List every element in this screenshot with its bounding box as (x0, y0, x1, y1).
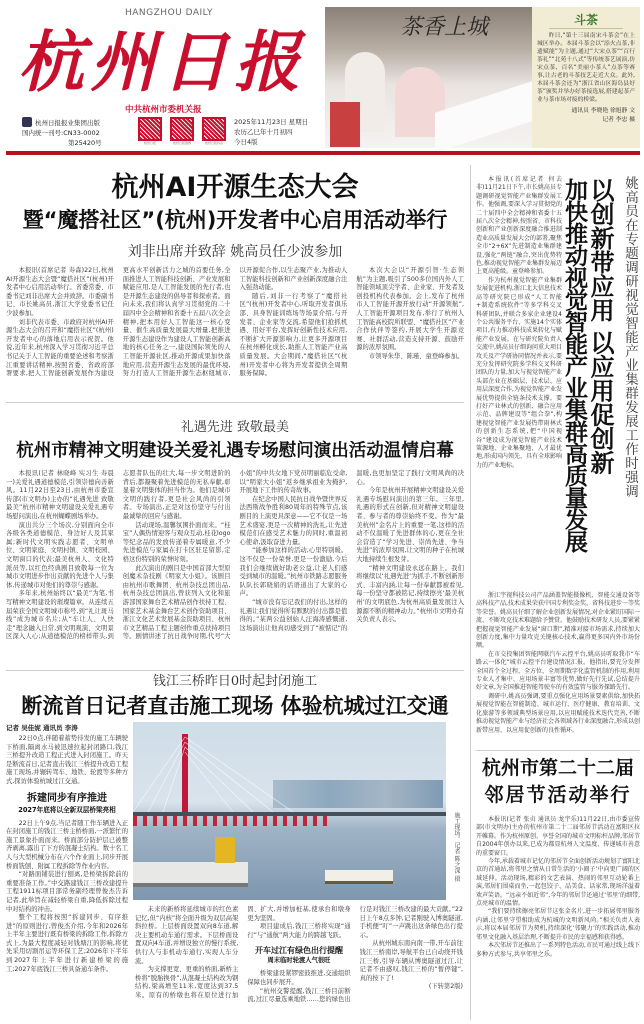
tea-sign: 茶香上城 (400, 15, 489, 40)
paragraph: 从杭州城东南向南一带,开车前往钱江三桥南岸,导航平台已自动绕开钱江三桥,引导车辆从博奥隧道过江,让记者不由感叹,钱江三桥的“暂停键”,真的按下了! (359, 940, 463, 982)
subhead: 开车过江有绿色出行提醒 (254, 946, 343, 956)
paragraph: “能参加这样的活动,心里特别暖。这不仅是一份荣誉,更是一份激励,今后我们会继续做好助老公益,让老人们感受到城市的温暖。”杭州市铁路志愿服务队队长郭晓娟的话语道出了大家的心声。 (239, 547, 348, 598)
paragraph: 22日上午9点,当记者随工作车辆进入正在封闭施工的钱江三桥主桥桥面,一派繁忙的施工景象扑面而来。桥面部分防护层已被整齐剥离,露出了下方的混凝土结构。数十名工人与大型机械分布在六个作业面上,同步开展桥面铣刨、附属工程拆除等作业内容。 (6, 819, 128, 870)
paragraph: 整个工程将按照“拆建同步、有序推进”的原则进行,曾俊杰介绍,今年和2026年上半年主要进行既有桥梁的拆除工作,拆除方式上,为最大程度减轻对钱塘江的影响,将优先采用切割吊运等环保工艺;2026年下半年到2027年上半年进行新建桥梁的施工;2027年底钱江三桥具备通车条件。 (6, 914, 128, 973)
tea-caption: 昨日,“第十三届南宋斗茶会”在上城区举办。本届斗茶会以“添火点茶,非遗赋能”为主题,通过“大宋点茶”“百行茶礼”“北苑十八式”等传统茶艺展演,仿宋点茶、百名“美丽小茶人”点茶等赛事,让古老的斗茶技艺走近大众。此外,本届斗茶会还为“浙江省山区海岛县好茶”颁奖并举办好茶接选展,搭建起茶产业与茶市场对接的桥梁。 (537, 33, 635, 103)
paragraph: “我们要持续擦亮邻居节这张金名片,进一步拓展邻里服务内涵,让邻里守望相助成为杭城的文明新风尚。”相关负责人表示,将以本届邻居节为契机,持续深化‘邻聚力’的实践活动,推动邻里文化融入基层治理,不断提升市民的幸福感和获得感。 (476, 908, 640, 941)
qr-label: 杭州日报 (143, 141, 156, 145)
paragraph: 此次演出的剧目是中国首部大型原创魔术杂技剧《明家大小姐》。该剧目由杭州市歌舞团、杭州杂技总团出品,杭州杂技总团演出,曾获列入文化和旅游部国家舞台艺术精品创作扶持工程、国家艺术基金舞台艺术创作资助项目、浙江文化艺术发展基金资助项目、杭州市文艺精品工程主题创作重点扶持项目等。剧情讲述了抗日战争时期,代号“大小姐”的中共女地下党员明丽临危受命,以“明家大小姐”返乡继承祖业为掩护,开展地下工作的传奇故事。 (122, 470, 348, 641)
paragraph: 本报讯(记者 张贞 通讯员 龙宇乐)11月22日,由市委宣传部(市文明办)主办的杭州市第二十二届邻居节活动在富阳区拉开帷幕。作为杭州原创、享誉全国的城市文明标杆品牌,邻居节自2004年创办以来,已成为都显杭州人文温度、传递城市善意的重要窗口。 (476, 816, 640, 857)
masthead (0, 0, 644, 156)
paragraph: 在市交投集团智能网联汽车云控平台,姚高员听取我市“车路云一体化”城市云控平台建设情况汇报。他指出,要充分发挥全国首个全过程、全方位、全周期数字化监管机制的作用,利用专业人才集中、应用场景丰富等优势,做好先行先试,总结提升好文章,为全国推进智能驾驶车的有效监管与服务探路先行。 (476, 650, 640, 692)
paragraph: 演出共分三个场次,分别面向全市各级各类道德模范、身边好人及其家属;新时代文明实践志愿者、文明单位、文明家庭、文明村镇、文明校园、文明窗口的代表;最美杭州人、文化特派员等,以红色经典剧目致敬每一位为城市文明进步作出贡献的先进个人与集体,传递城市对他们的尊崇与感谢。 (6, 521, 114, 589)
qr-label: 杭州日报抖音 (204, 141, 223, 145)
divider (6, 402, 464, 403)
paragraph: 22日0点,伴随着蓄势待发的施工车辆驶下桥面,隔离水马被迅速拉起封闭路口,钱江三桥提升改造工程正式进入封闭施工。昨天是断流首日,记者直击钱江三桥提升改造工程施工现场,并辗转驾车、地铁、轮渡等多种方式,探访体验杭城过江交通。 (6, 735, 128, 785)
article3-title: 断流首日记者直击施工现场 体验杭城过江交通 (21, 694, 449, 718)
photo-caption: 施工现场。记者 陈之深 摄 (453, 812, 460, 882)
bridge-cables (133, 732, 313, 817)
article3-bottom (135, 906, 463, 1018)
issue-number: 第25420号 (68, 139, 102, 147)
tea-credit: 通讯员 李晓艳 徐旭静 文 (571, 108, 635, 114)
paragraph: 活动现场,温馨氛围扑面而来。“桂宝”人偶热情迎客与观众互动,桂花logo等纪念品的发放传递着专属暖意,不少先进模范与家属在打卡区驻足留影,定格这份特别的荣誉时刻。 (122, 521, 231, 563)
qr-label: 杭州日报微博 (172, 141, 191, 145)
paragraph: 本次邻居节还推出了一系列特色活动,市民可通过线上线下多种方式参与,共享邻里之乐。 (476, 942, 640, 958)
paragraph: 作为杭州视觉智能产业集群发展促进机构,浙江北大信息技术高等研究院已形成“人工智能+制造系统软件”等多学科交叉科研团队,并联合多家企业建设4个公共服务平台、实施14个实体项目,有力推动科技成果转化与赋能产业发展。在与研究院负责人交流中,姚高员仔细询问重大项目攻关及产学研协同情况并表示,要充分发挥研究院多学科交叉科研团队的力量,加大与视觉智能产业头部企业在基础层、技术层、应用层深度合作,为视觉智能产业发展优势提供全链条技术支撑。要打好产业林式的创新、融合应用示范、品牌建设等“组合拳”,构建视觉智能产业发展热带雨林式的创新生态系统,把“中国视谷”建设成为视觉智能产业技术策源地、企业集聚地、人才最优地,形成国内领先、具有全球影响力的产业地标。 (476, 276, 562, 469)
paragraph: 本报讯(首席记者 何去非)11月21日下午,市长姚高员专题调研视觉智能产业集群发展工作。他强调,要深入学习贯彻党的二十届四中全会精神和省委十五届八次全会精神,按照省、市科技创新和产业创新深度融合推进制造业高质量发展大会的部署,聚焦全市“2+6X”先进制造业集群建设,强化“两链”融合,突出优势特色,推动视觉智能产业集群发展迈上更高能级。童登峰参加。 (476, 176, 562, 276)
paragraph: 多年来,杭州始终以“最美”为笔,书写精神文明建设的璀璨篇章。从连续五届荣获全国文明城市称号,到“礼让斑马线”成为城市名片;从“车让人、人快走”理念融入日常,到文明观演、文明景区深入人心;从道德模范的榜样带头,到志愿者队伍的壮大,每一步文明进阶的背后,都凝聚着先进模范的无私奉献,彰显着文明集体的担当作为。他们是城市文明的践行者,更是社会风尚的引领者。专场演出,正是对这份坚守与付出最诚挚的回应与感谢。 (6, 470, 231, 641)
paragraph: 为支撑更宽、更重的桥面,新桥主桥将“脱胎换骨”,从混凝土结构改为钢结构,梁高增至11米,宽度达到37.5米。原有的桥墩也将在原位进行加固、扩大,并增加桩基,使承台和墩身更为坚固。 (135, 906, 351, 999)
paragraph: 市领导朱华、陈瑾、童登峰参加。 (368, 352, 464, 360)
publisher: 杭州日报报业集团出版 (35, 119, 100, 127)
article2-title: 杭州市精神文明建设关爱礼遇专场慰问演出活动温情启幕 (16, 441, 454, 461)
paragraph: 项目建成后,钱江三桥将实现“通行”与“通航”两大能力的跨越飞跃。 (247, 923, 351, 939)
paragraph: 本报讯(首席记者 寿森)22日,杭州AI开源生态大会暨“魔搭社区”(杭州)开发者中心启用活动举行。省委常委、市委书记刘非出席大会并致辞。市委副书记、市长姚高员,浙江大学党委书记任少波参加。 (6, 267, 114, 317)
paragraph: 本次大会以“开源引智·生态领航”为主题,吸引了500多位国内外人工智能领域顶尖学者、企业家、开发者及创投机构代表参加。会上,发布了杭州市人工智能开源开放行动“开源领航”,人工智能开源项目发布,举行了杭州人工智能高校院所联盟、“魔搭社区”产业合作伙伴等签约,开展大学生开源竞赛、社群活动,营造支持开源、鼓励开源的浓厚氛围。 (356, 267, 464, 352)
tea-title: 斗茶 (549, 11, 623, 29)
lunar-date: 农历乙巳年十月初四 (234, 128, 293, 136)
article3-kicker: 钱江三桥昨日0时起封闭施工 (152, 674, 318, 689)
date-block (234, 117, 308, 147)
paragraph: 随后,刘非一行考察了“魔搭社区”(杭州)开发者中心,听取开发者俱乐部、具身智能训练场等场景介绍,与开发者、企业家等交流,希望他们抢抓机遇、用好平台,发挥好创新性技术应用,不断扩大开源影响力,让更多开源项目在杭州孵化成长,助推人工智能产业高质量发展。大会期间,“魔搭社区”(杭州)开发者中心将为开发者提供全周期服务保障。 (239, 292, 348, 378)
article1-subtitle: 刘非出席并致辞 姚高员任少波参加 (127, 244, 343, 260)
page-count: 今日4版 (234, 138, 258, 146)
masthead-english: HANGZHOU DAILY (125, 8, 213, 18)
paragraph: “城市没有忘记我们的付出,这样的礼遇让我们觉得所有默默的付出都是值得的。”某两公益创始人汪海涛感慨道,这场演出让他真切感受到了“被惦记”的温暖,也更加坚定了践行文明风尚的决心。 (239, 470, 464, 632)
article4-body (476, 176, 562, 588)
subhead-secondary: 周末临时轮渡人气很旺 (267, 957, 331, 965)
paragraph: “对路面铺装进行刨离,是桥梁拆除前的重要准备工作。”中交路建钱江三桥改建提升工程1911标项目部常务副经理曾俊杰告诉记者,此举旨在减轻桥梁自重,降低拆除过程中对结构的冲击。 (6, 871, 128, 913)
article4-title: 加快推动视觉智能产业集群高质量发展 (561, 178, 587, 552)
article3-left-col (6, 735, 128, 1020)
paragraph: 刘非代表市委、市政府对杭州AI开源生态大会的召开和“魔搭社区”(杭州)开发者中心的落地启用表示祝贺。他说,近年来,杭州深入学习贯彻习近平总书记关于人工智能的重要论述和考察浙江重要讲话精神,按照省委、省政府部署要求,把人工智能创新发展作为建设更高水平创新活力之城的首要任务,全面推进人工智能科技创新、产业发展和赋能应用,是人工智能发展的先行者,也是开源生态建设的倡导者和探索者。面向未来,我们将认真学习贯彻党的二十届四中全会精神和省委十五届八次全会精神,把本用好人工智能这一核心变量、催生高质量发展最大增量,把推进开源生态建设作为建设人工智能创新高地的核心任务之一,建设国际领先的人工智能开源社区,推动开源成果加快落地应用,营造开源生态发展的最优环境,努力打造人工智能开源生态枢纽城市,以开源促合作,以生态聚产业,为推动人工智能科技创新和产业创新深度融合注入强劲动能。 (6, 267, 348, 378)
organ-label: 中共杭州市委机关报 (125, 105, 202, 115)
paragraph: 桥梁建设紧锣密鼓推进,交通组织保障也同步展开。 (247, 970, 351, 986)
article1-body (6, 267, 464, 391)
construction-barge (133, 862, 248, 887)
figure-shape (330, 102, 360, 147)
paragraph: 本报讯(记者 林晓峰 实习生 寿晨一)关爱礼遇道德模范,引领崇德向善新风。11月22日至23日,由杭州市委宣传部(市文明办)主办的“礼遇先进 致敬最美”杭州市精神文明建设关爱礼遇专场慰问演出,在杭州蝴蝶剧场举办。 (6, 470, 114, 520)
column-divider (470, 165, 471, 1020)
masthead-rule (6, 151, 640, 155)
article4-title: 以创新带应用 以应用促创新 (586, 178, 614, 475)
article5-title: 邻居节活动举行 (484, 784, 632, 806)
article5-title: 杭州市第二十二届 (481, 757, 634, 779)
date: 2025年11月23日 星期日 (234, 118, 309, 126)
article5-body (476, 816, 640, 1020)
paragraph: 今年是杭州开展精神文明建设关爱礼遇专场慰问演出的第三年。三年里,礼遇的形式在创新,但对精神文明建设者、参与者的尊崇始终不变。作为“最美杭州”金名片上的重要一笔,这样的活动不仅温暖了先进群体的心,更在全社会营造了“学习先进、崇尚先进、争当先进”的浓厚氛围,让文明的种子在杭城大地持续生根发芽。 (356, 487, 464, 563)
paragraph: 浙江宇视科技公司产品涵盖智能摄像机、智能交通设备等高科技产品,技术成果荣获中国专利奖金奖、省科技进步一等奖等荣誉。姚高员仔细了解企业创新发展情况,对企业紧盯国际一流、不断攻克技术难题给予赞赏。他鼓励技术研发人员,要紧紧把握视觉智能产业发展“窗口期”,精准对接市场需求,持续加大创新力度,集中力量攻克关键核心技术,赢得更多国内外市场份额。 (476, 592, 640, 650)
table-shape (435, 81, 532, 153)
qr-code[interactable] (200, 117, 228, 145)
article3-byline: 记者 吴佳妮 通讯员 李涛 (6, 724, 78, 732)
paragraph: 在纪念中国人民抗日战争暨世界反法西斯战争胜利80周年的特殊节点,该剧目的上演更具深意——它不仅是一场艺术盛宴,更是一次精神的洗礼,让先进模范们在感受艺术魅力的同时,重温初心使命,汲取奋进力量。 (239, 495, 348, 546)
bridge-photo (133, 722, 446, 900)
divider (476, 750, 640, 751)
article4-subtitle: 姚高员在专题调研视觉智能产业集群发展工作时强调 (622, 176, 638, 498)
subhead-secondary: 2027年底将以全新双层桥梁亮相 (18, 805, 116, 814)
qr-icon (202, 117, 226, 141)
subhead: 拆建同步有序推进 (27, 792, 107, 804)
paragraph: “杭州交警提醒,钱江三桥目前断流,过江尽量选乘地铁……您的绿色出行是对钱江三桥改建的最大贡献。”22日上午8点多钟,记者刚驶入博奥隧道,手机便“叮”一声跳出这条绿色出行提示。 (247, 906, 463, 1004)
tea-photo-image (325, 7, 532, 148)
qr-icon (170, 117, 194, 141)
article2-body (6, 470, 464, 663)
publisher-logo-icon (22, 117, 32, 127)
paragraph: 未来的新桥将延续城市的红色素记忆,但“内核”将全面升级为双层高架斜拉桥。上层桥面设置双向8车道,解决主要机动车通行需求。下层桥面设置双向4车道,并增设独立的慢行系统,供行人与非机动车通行,实现人车分流。 (135, 906, 239, 965)
paragraph: 今年,承载着城市记忆的邻居节全面创新活动规划了富阳北京的首通站,将邻里之情从日常生活的‘小圈子’中向更广阔的区域延伸。活动现场,精彩的文艺表演、热闹的邻里互动轮番上演,邻居们围桌而坐,一起包饺子、品美食、话家常,现场洋溢着欢声笑语。“远亲不如近邻”,今年的邻居节还通过‘邻里’的细带,点亮城市的温情。 (476, 858, 640, 908)
qr-code[interactable] (136, 117, 164, 145)
tea-caption-box (532, 7, 640, 148)
paragraph: “精神文明建设永远在路上。我们将继续以‘礼遇先进’为抓手,不断创新形式、丰富内涵,让每一份奉献都被看见,每一份坚守都被铭记,持续擦亮‘最美杭州’的文明底色,为杭州高质量发展注入源源不断的精神动力。”杭州市文明办有关负责人表示。 (356, 564, 464, 624)
article1-title: 暨“魔搭社区”(杭州)开发者中心启用活动举行 (22, 208, 448, 232)
paragraph: 调研中,姚高员强调,要重点强化应用场景要素供给,加快拓展视觉智能在智能制造、城市运行、医疗健康、教育培训、文化旅游等多领域典型场景应用,以应用赋能技术迭代完善,不断推动视觉智能产业与经济社会各领域各行业深度融合,形成以创新带应用、以应用促创新的良性循环。 (476, 692, 640, 734)
article1-title: 杭州AI开源生态大会 (111, 172, 359, 203)
article2-kicker: 礼遇先进 致敬最美 (180, 420, 290, 435)
ferry-boat (325, 870, 393, 884)
crane (215, 837, 235, 863)
article4-body-cont (476, 592, 640, 746)
qr-icon (138, 117, 162, 141)
cn-number: 国内统一刊号:CN33-0002 (22, 129, 100, 137)
jump-line: (下转第2版) (428, 983, 463, 991)
qr-code[interactable] (168, 117, 196, 145)
divider (6, 670, 464, 671)
tea-credit: 记者 李忠 摄 (602, 117, 635, 123)
qr-codes (136, 117, 228, 145)
newspaper-logo: 杭州日报 (18, 23, 306, 101)
bridge-piers (133, 816, 333, 826)
